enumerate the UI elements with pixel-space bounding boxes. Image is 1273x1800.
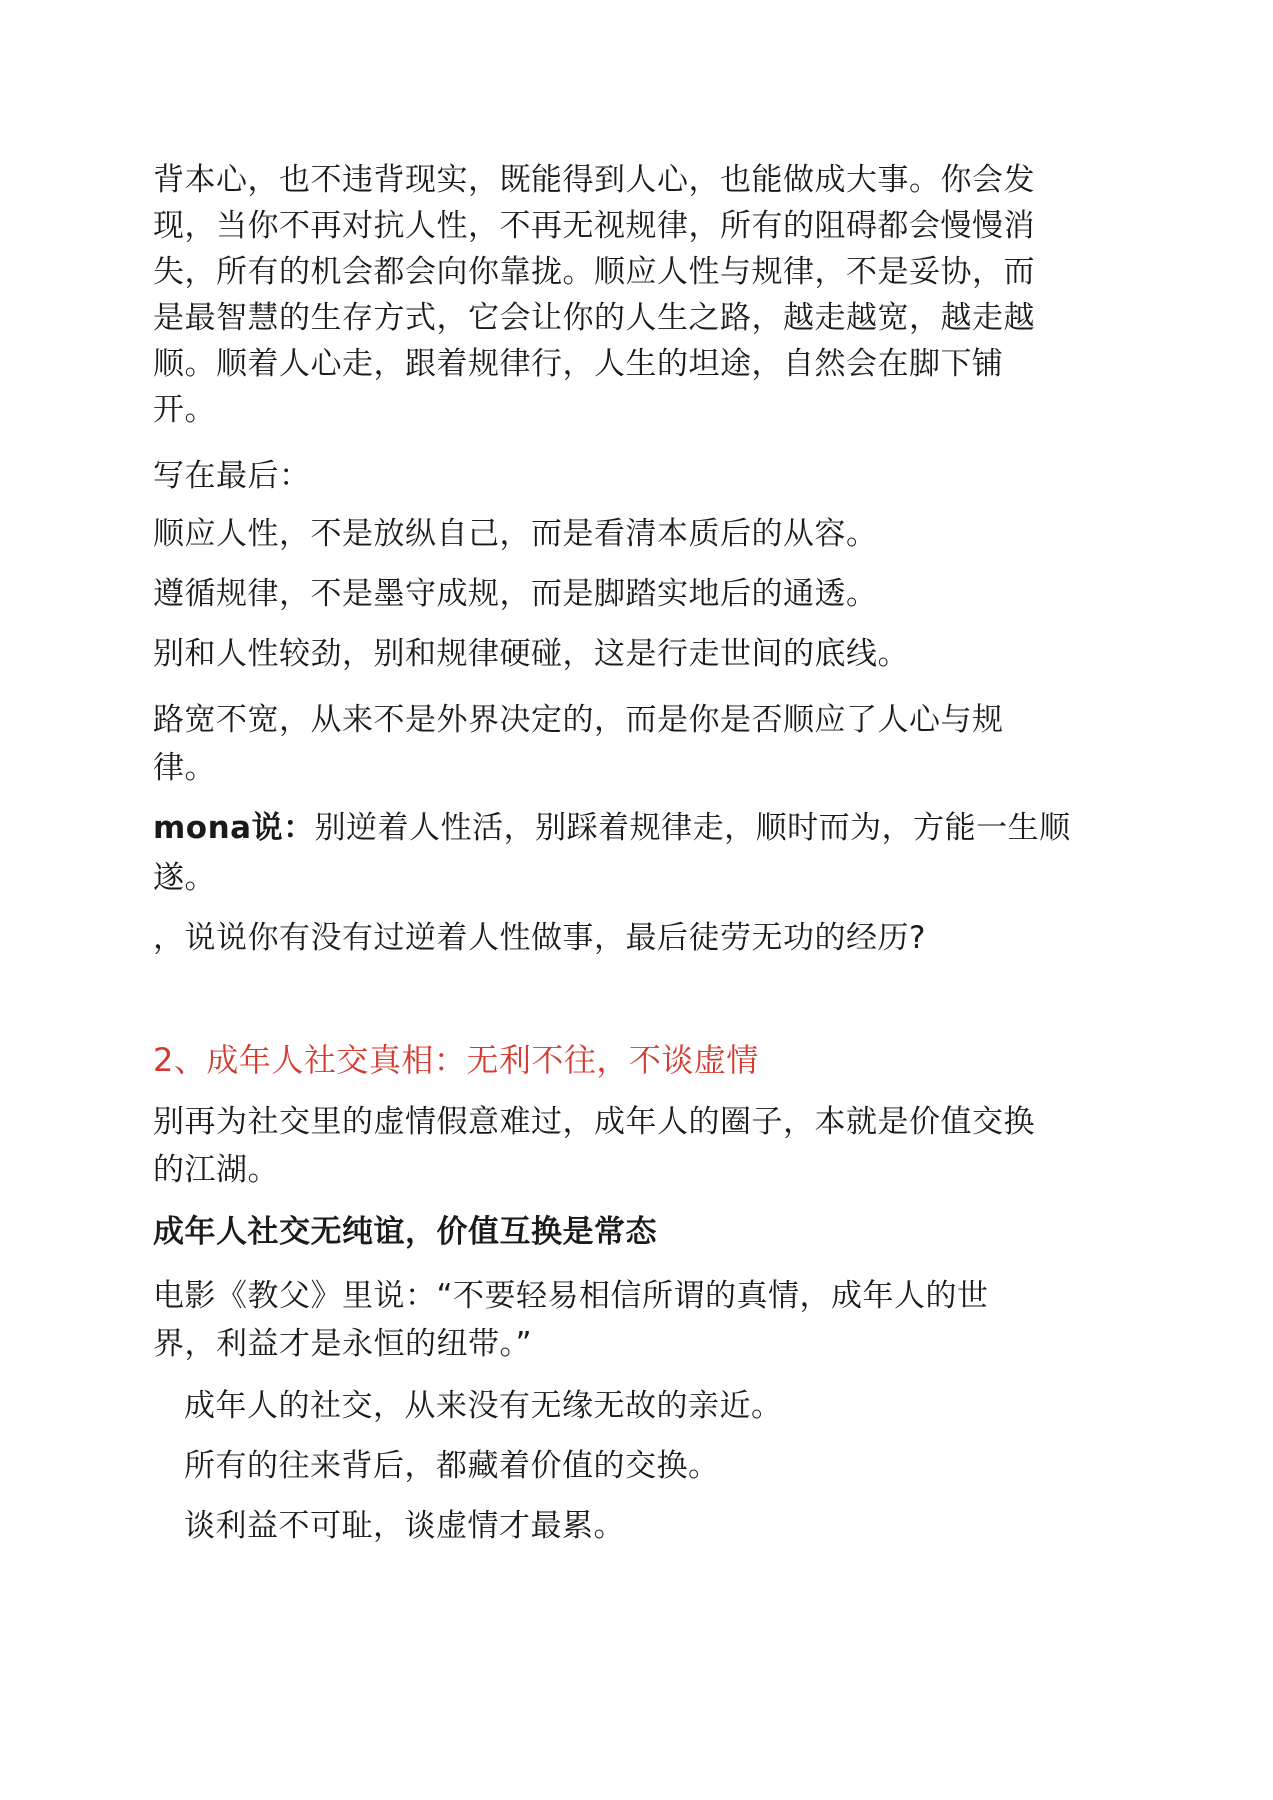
closing-line: 律。 bbox=[153, 750, 216, 786]
section-point: 谈利益不可耻，谈虚情才最累。 bbox=[184, 1508, 625, 1544]
closing-line: 遵循规律，不是墨守成规，而是脚踏实地后的通透。 bbox=[153, 576, 878, 612]
section-intro: 的江湖。 bbox=[153, 1152, 279, 1188]
section-heading: 2、成年人社交真相：无利不往，不谈虚情 bbox=[153, 1041, 759, 1079]
section-subheading: 成年人社交无纯谊，价值互换是常态 bbox=[153, 1214, 657, 1250]
closing-line: 顺应人性，不是放纵自己，而是看清本质后的从容。 bbox=[153, 516, 878, 552]
mona-text: 别逆着人性活，别踩着规律走，顺时而为，方能一生顺 bbox=[314, 810, 1071, 846]
closing-line: 别和人性较劲，别和规律硬碰，这是行走世间的底线。 bbox=[153, 636, 909, 672]
paragraph-line: 背本心，也不违背现实，既能得到人心，也能做成大事。你会发 bbox=[153, 162, 1035, 198]
paragraph-line: 现，当你不再对抗人性，不再无视规律，所有的阻碍都会慢慢消 bbox=[153, 208, 1035, 244]
mona-prefix: mona说： bbox=[153, 810, 315, 846]
section-quote: 电影《教父》里说：“不要轻易相信所谓的真情，成年人的世 bbox=[153, 1278, 989, 1314]
section-quote: 界，利益才是永恒的纽带。” bbox=[153, 1326, 533, 1362]
paragraph-line: 失，所有的机会都会向你靠拢。顺应人性与规律，不是妥协，而 bbox=[153, 254, 1035, 290]
closing-question: ，说说你有没有过逆着人性做事，最后徒劳无功的经历? bbox=[153, 920, 926, 956]
paragraph-line: 开。 bbox=[153, 392, 216, 428]
closing-line: 路宽不宽，从来不是外界决定的，而是你是否顺应了人心与规 bbox=[153, 702, 1004, 738]
paragraph-line: 顺。顺着人心走，跟着规律行，人生的坦途，自然会在脚下铺 bbox=[153, 346, 1004, 382]
mona-text-cont: 遂。 bbox=[153, 860, 216, 896]
section-point: 成年人的社交，从来没有无缘无故的亲近。 bbox=[184, 1388, 783, 1424]
section-intro: 别再为社交里的虚情假意难过，成年人的圈子，本就是价值交换 bbox=[153, 1104, 1035, 1140]
paragraph-line: 是最智慧的生存方式，它会让你的人生之路，越走越宽，越走越 bbox=[153, 300, 1035, 336]
mona-says bbox=[153, 808, 1071, 848]
section-point: 所有的往来背后，都藏着价值的交换。 bbox=[184, 1448, 720, 1484]
closing-title: 写在最后： bbox=[153, 458, 311, 494]
